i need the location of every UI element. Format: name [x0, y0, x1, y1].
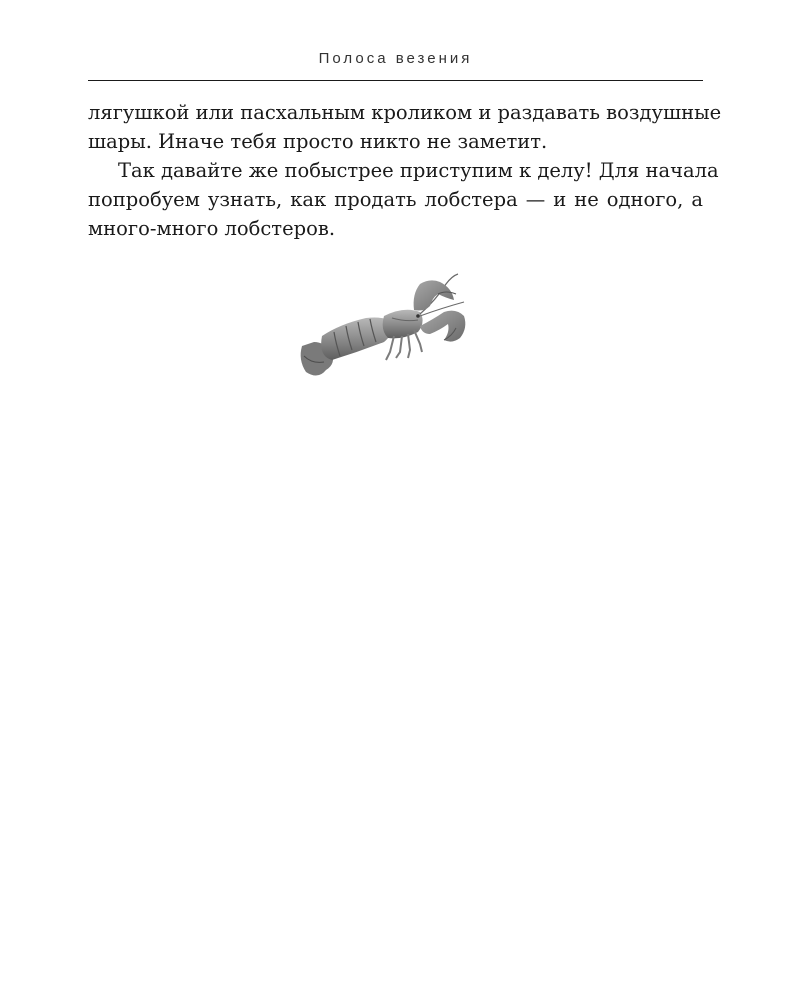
header-divider	[88, 80, 703, 81]
lobster-icon	[296, 272, 471, 384]
text-line: лягушкой или пасхальным кроликом и раздавать воздушные	[88, 101, 722, 124]
running-head-title: Полоса везения	[318, 50, 473, 67]
text-line: Так давайте же побыстрее приступим к делу! Для начала	[118, 159, 719, 182]
page-body	[88, 98, 722, 243]
text-line: шары. Иначе тебя просто никто не заметит.	[88, 130, 548, 153]
lobster-illustration	[296, 272, 471, 384]
text-line: много-много лобстеров.	[88, 217, 336, 240]
text-line: попробуем узнать, как продать лобстера — и не одного, а	[88, 188, 703, 211]
